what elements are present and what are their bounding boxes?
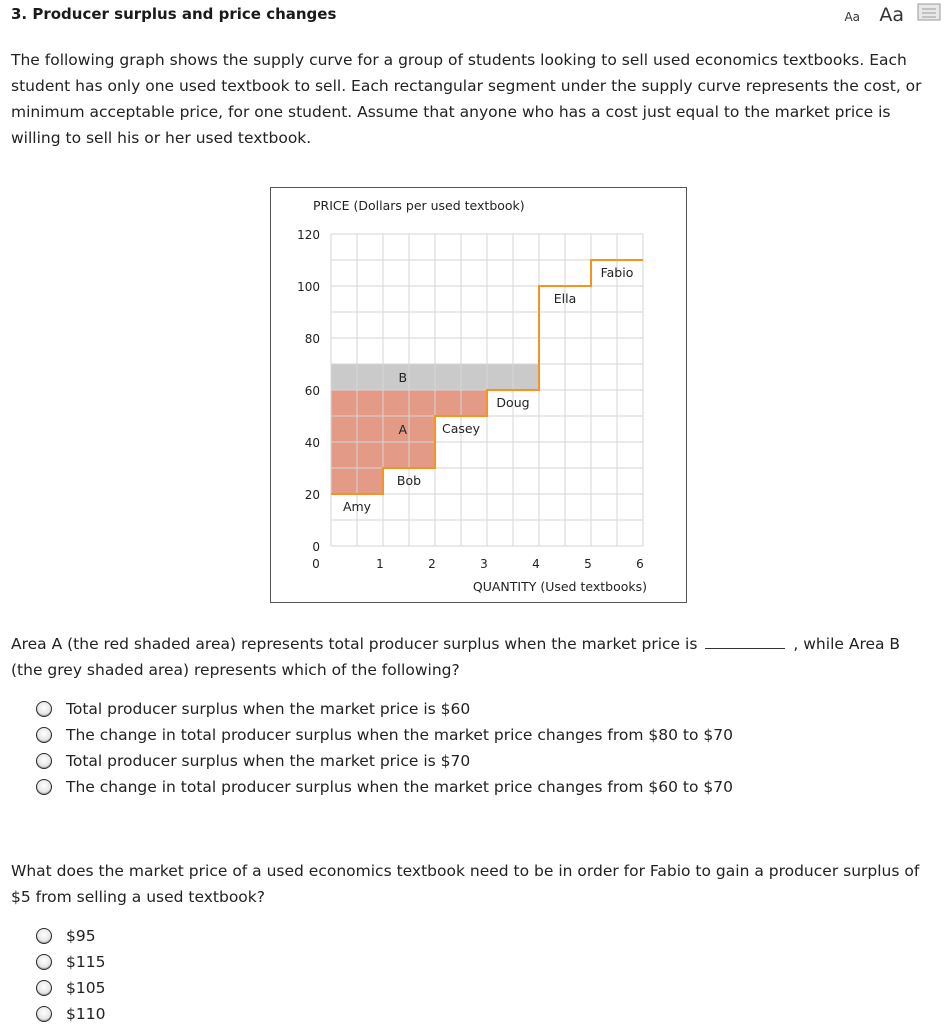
font-size-small-button[interactable]: Aa — [844, 10, 860, 24]
q1-option-1[interactable] — [36, 698, 470, 720]
student-label: Casey — [442, 421, 480, 436]
x-tick-label: 6 — [636, 557, 644, 571]
radio-icon[interactable] — [36, 727, 52, 743]
q2-option-label: $110 — [66, 1005, 106, 1023]
radio-icon[interactable] — [36, 701, 52, 717]
q1-option-label: Total producer surplus when the market price is $60 — [66, 700, 471, 718]
area-b-label: B — [398, 370, 408, 385]
radio-icon[interactable] — [36, 928, 52, 944]
student-label: Doug — [496, 395, 530, 410]
q2-option-label: $115 — [66, 953, 106, 971]
intro-paragraph: The following graph shows the supply curve for a group of students looking to sell used economics textbooks. Each student has only one used textbook to sell. Each rectangular segment under the supply curve represents the cost, or minimum acceptable price, for one student. Assume that anyone who has a cost just equal to the market price is willing to sell his or her used textbook. — [11, 51, 922, 147]
x-tick-label: 2 — [428, 557, 436, 571]
radio-icon[interactable] — [36, 980, 52, 996]
question-title: 3. Producer surplus and price changes — [11, 5, 337, 23]
q2-option-2[interactable] — [36, 951, 105, 973]
font-size-large-button[interactable]: Aa — [879, 4, 904, 26]
supply-chart-svg — [271, 188, 686, 602]
y-axis-title: PRICE (Dollars per used textbook) — [313, 198, 525, 213]
student-label: Fabio — [600, 265, 634, 280]
y-tick-label: 0 — [312, 540, 320, 554]
q1-option-label: Total producer surplus when the market price is $70 — [66, 752, 471, 770]
print-icon[interactable] — [916, 2, 942, 22]
x-tick-label: 0 — [312, 557, 320, 571]
q2-option-label: $105 — [66, 979, 106, 997]
area-a-label: A — [398, 422, 408, 437]
question1-text-before: Area A (the red shaded area) represents total producer surplus when the market price is — [11, 635, 698, 653]
y-tick-label: 120 — [297, 228, 320, 242]
q1-option-label: The change in total producer surplus when the market price changes from $60 to $70 — [66, 778, 733, 796]
radio-icon[interactable] — [36, 753, 52, 769]
radio-icon[interactable] — [36, 954, 52, 970]
y-tick-label: 40 — [304, 436, 320, 450]
q1-option-2[interactable] — [36, 724, 733, 746]
q1-option-4[interactable] — [36, 776, 733, 798]
student-label: Ella — [553, 291, 577, 306]
y-tick-label: 80 — [304, 332, 320, 346]
y-tick-label: 20 — [304, 488, 320, 502]
x-tick-label: 5 — [584, 557, 592, 571]
q2-option-1[interactable] — [36, 925, 96, 947]
q2-option-4[interactable] — [36, 1003, 105, 1025]
x-axis-title: QUANTITY (Used textbooks) — [472, 579, 647, 594]
supply-chart — [270, 187, 687, 603]
student-label: Amy — [342, 499, 372, 514]
q1-option-label: The change in total producer surplus when the market price changes from $80 to $70 — [66, 726, 733, 744]
x-tick-label: 3 — [480, 557, 488, 571]
question1-text — [11, 631, 936, 683]
x-tick-label: 1 — [376, 557, 384, 571]
x-tick-label: 4 — [532, 557, 540, 571]
radio-icon[interactable] — [36, 779, 52, 795]
q2-option-3[interactable] — [36, 977, 105, 999]
radio-icon[interactable] — [36, 1006, 52, 1022]
q1-option-3[interactable] — [36, 750, 470, 772]
q2-option-label: $95 — [66, 927, 96, 945]
price-blank-dropdown[interactable] — [705, 634, 785, 649]
y-tick-label: 60 — [304, 384, 320, 398]
question1-text-after: , while Area B (the grey shaded area) represents which of the following? — [11, 635, 901, 679]
y-tick-label: 100 — [297, 280, 320, 294]
student-label: Bob — [396, 473, 422, 488]
question2-text: What does the market price of a used economics textbook need to be in order for Fabio to gain a producer surplus of $5 from selling a used textbook? — [11, 862, 920, 906]
